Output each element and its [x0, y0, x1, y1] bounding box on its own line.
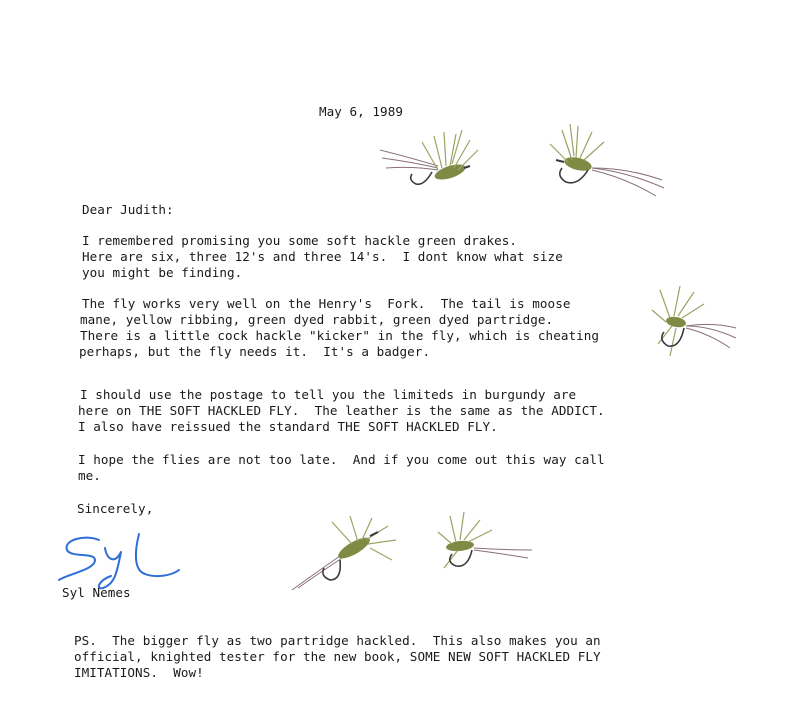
- para1-line-3: you might be finding.: [82, 265, 243, 280]
- para4-line-1: I hope the flies are not too late. And if you come out this way call: [78, 452, 605, 467]
- fly-icon: [650, 282, 740, 372]
- fly-icon: [288, 514, 398, 594]
- para2-line-3: There is a little cock hackle "kicker" in the fly, which is cheating: [80, 328, 599, 343]
- signature-icon: [55, 530, 185, 590]
- fly-icon: [548, 124, 668, 204]
- closing: Sincerely,: [77, 501, 154, 516]
- letter-date: May 6, 1989: [319, 104, 403, 119]
- para2-line-2: mane, yellow ribbing, green dyed rabbit, green dyed partridge.: [80, 312, 554, 327]
- fly-icon: [434, 510, 534, 580]
- fly-icon: [372, 128, 482, 198]
- para2-line-1: The fly works very well on the Henry's Fork. The tail is moose: [82, 296, 571, 311]
- para3-line-2: here on THE SOFT HACKLED FLY. The leather is the same as the ADDICT.: [78, 403, 605, 418]
- para1-line-1: I remembered promising you some soft hackle green drakes.: [82, 233, 518, 248]
- para1-line-2: Here are six, three 12's and three 14's. I dont know what size: [82, 249, 563, 264]
- para3-line-3: I also have reissued the standard THE SOFT HACKLED FLY.: [78, 419, 498, 434]
- para3-line-1: I should use the postage to tell you the limiteds in burgundy are: [80, 387, 577, 402]
- salutation: Dear Judith:: [82, 202, 174, 217]
- ps-line-1: PS. The bigger fly as two partridge hackled. This also makes you an: [74, 633, 601, 648]
- signer-name: Syl Nemes: [62, 585, 131, 600]
- ps-line-3: IMITATIONS. Wow!: [74, 665, 204, 680]
- para2-line-4: perhaps, but the fly needs it. It's a badger.: [79, 344, 431, 359]
- para4-line-2: me.: [78, 468, 101, 483]
- ps-line-2: official, knighted tester for the new book, SOME NEW SOFT HACKLED FLY: [74, 649, 601, 664]
